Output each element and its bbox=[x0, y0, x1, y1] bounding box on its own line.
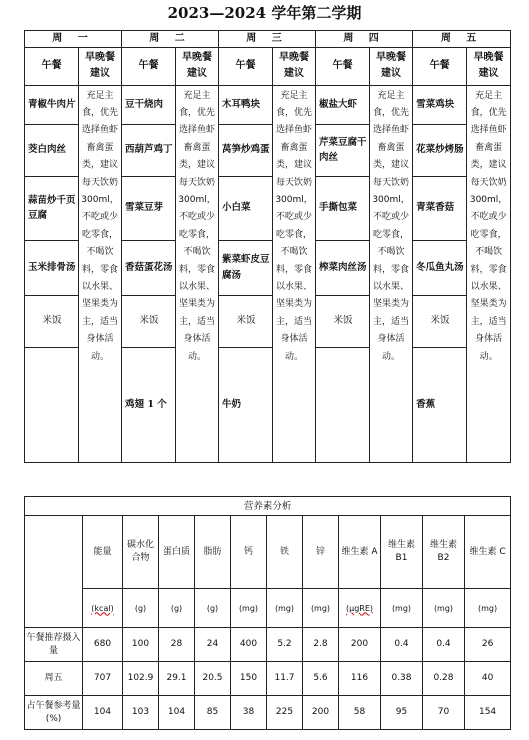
dish-cell: 豆干烧肉 bbox=[122, 85, 176, 124]
row-label: 周五 bbox=[25, 662, 83, 696]
unit-cell: (μgRE) bbox=[339, 589, 381, 628]
extra-cell bbox=[316, 347, 370, 462]
unit-cell: (mg) bbox=[231, 589, 267, 628]
nutrient-header: 维生素 C bbox=[465, 516, 511, 589]
value-cell: 100 bbox=[123, 628, 159, 662]
advice-header: 早晚餐 建议 bbox=[273, 47, 316, 85]
value-cell: 0.38 bbox=[381, 662, 423, 696]
dish-cell: 雪菜豆芽 bbox=[122, 176, 176, 240]
weekly-menu-table bbox=[24, 30, 511, 463]
dish-cell: 花菜炒烤肠 bbox=[413, 124, 467, 176]
rice-cell: 米饭 bbox=[25, 295, 79, 347]
value-cell: 29.1 bbox=[159, 662, 195, 696]
value-cell: 26 bbox=[465, 628, 511, 662]
dish-cell: 芹菜豆腐干肉丝 bbox=[316, 124, 370, 176]
row-label: 占午餐参考量(%) bbox=[25, 696, 83, 730]
unit-cell: (kcal) bbox=[83, 589, 123, 628]
advice-header: 早晚餐 建议 bbox=[79, 47, 122, 85]
dish-cell: 冬瓜鱼丸汤 bbox=[413, 240, 467, 295]
extra-cell bbox=[25, 347, 79, 462]
lunch-header: 午餐 bbox=[316, 47, 370, 85]
advice-cell: 充足主食，优先选择鱼虾畜禽蛋类，建议每天饮奶300ml，不吃或少吃零食，不喝饮料，零食以水果、坚果类为主，适当身体活动。 bbox=[273, 85, 316, 462]
advice-header: 早晚餐 建议 bbox=[370, 47, 413, 85]
value-cell: 5.6 bbox=[303, 662, 339, 696]
nutrient-header: 维生素 B2 bbox=[423, 516, 465, 589]
dish-cell: 西葫芦鸡丁 bbox=[122, 124, 176, 176]
value-cell: 154 bbox=[465, 696, 511, 730]
nutrient-header: 锌 bbox=[303, 516, 339, 589]
value-cell: 11.7 bbox=[267, 662, 303, 696]
lunch-header: 午餐 bbox=[122, 47, 176, 85]
value-cell: 40 bbox=[465, 662, 511, 696]
value-cell: 95 bbox=[381, 696, 423, 730]
value-cell: 58 bbox=[339, 696, 381, 730]
dish-cell: 玉米排骨汤 bbox=[25, 240, 79, 295]
value-cell: 28 bbox=[159, 628, 195, 662]
value-cell: 0.4 bbox=[423, 628, 465, 662]
nutrient-header: 碳水化合物 bbox=[123, 516, 159, 589]
day-header-5: 周 五 bbox=[413, 31, 511, 48]
extra-cell: 香蕉 bbox=[413, 347, 467, 462]
dish-cell: 紫菜虾皮豆腐汤 bbox=[219, 240, 273, 295]
rice-cell: 米饭 bbox=[316, 295, 370, 347]
value-cell: 0.28 bbox=[423, 662, 465, 696]
unit-cell: (mg) bbox=[267, 589, 303, 628]
value-cell: 707 bbox=[83, 662, 123, 696]
value-cell: 200 bbox=[339, 628, 381, 662]
row-label: 午餐推荐摄入量 bbox=[25, 628, 83, 662]
unit-cell: (mg) bbox=[423, 589, 465, 628]
unit-cell: (g) bbox=[159, 589, 195, 628]
dish-cell: 榨菜肉丝汤 bbox=[316, 240, 370, 295]
advice-header: 早晚餐 建议 bbox=[467, 47, 511, 85]
value-cell: 24 bbox=[195, 628, 231, 662]
value-cell: 400 bbox=[231, 628, 267, 662]
lunch-header: 午餐 bbox=[219, 47, 273, 85]
value-cell: 5.2 bbox=[267, 628, 303, 662]
dish-cell: 椒盐大虾 bbox=[316, 85, 370, 124]
rice-cell: 米饭 bbox=[219, 295, 273, 347]
day-header-3: 周 三 bbox=[219, 31, 316, 48]
unit-cell: (mg) bbox=[303, 589, 339, 628]
nutrient-header: 钙 bbox=[231, 516, 267, 589]
value-cell: 85 bbox=[195, 696, 231, 730]
unit-cell: (mg) bbox=[465, 589, 511, 628]
value-cell: 104 bbox=[159, 696, 195, 730]
value-cell: 116 bbox=[339, 662, 381, 696]
corner-cell bbox=[25, 516, 83, 628]
unit-cell: (mg) bbox=[381, 589, 423, 628]
day-header-4: 周 四 bbox=[316, 31, 413, 48]
advice-cell: 充足主食，优先选择鱼虾畜禽蛋类，建议每天饮奶300ml，不吃或少吃零食，不喝饮料，零食以水果、坚果类为主，适当身体活动。 bbox=[467, 85, 511, 462]
dish-cell: 莴笋炒鸡蛋 bbox=[219, 124, 273, 176]
value-cell: 38 bbox=[231, 696, 267, 730]
rice-cell: 米饭 bbox=[122, 295, 176, 347]
dish-cell: 蒜苗炒千页豆腐 bbox=[25, 176, 79, 240]
nutrition-caption: 营养素分析 bbox=[25, 497, 511, 516]
value-cell: 103 bbox=[123, 696, 159, 730]
nutrient-header: 蛋白质 bbox=[159, 516, 195, 589]
value-cell: 680 bbox=[83, 628, 123, 662]
value-cell: 150 bbox=[231, 662, 267, 696]
advice-cell: 充足主食，优先选择鱼虾畜禽蛋类，建议每天饮奶300ml，不吃或少吃零食，不喝饮料，零食以水果、坚果类为主，适当身体活动。 bbox=[79, 85, 122, 462]
value-cell: 20.5 bbox=[195, 662, 231, 696]
dish-cell: 青菜香菇 bbox=[413, 176, 467, 240]
advice-cell: 充足主食，优先选择鱼虾畜禽蛋类，建议每天饮奶300ml，不吃或少吃零食，不喝饮料，零食以水果、坚果类为主，适当身体活动。 bbox=[176, 85, 219, 462]
dish-cell: 雪菜鸡块 bbox=[413, 85, 467, 124]
nutrient-header: 维生素 A bbox=[339, 516, 381, 589]
advice-cell: 充足主食，优先选择鱼虾畜禽蛋类，建议每天饮奶300ml，不吃或少吃零食，不喝饮料，零食以水果、坚果类为主，适当身体活动。 bbox=[370, 85, 413, 462]
extra-cell: 牛奶 bbox=[219, 347, 273, 462]
dish-cell: 茭白肉丝 bbox=[25, 124, 79, 176]
dish-cell: 手撕包菜 bbox=[316, 176, 370, 240]
dish-cell: 小白菜 bbox=[219, 176, 273, 240]
nutrient-header: 脂肪 bbox=[195, 516, 231, 589]
nutrient-header: 维生素 B1 bbox=[381, 516, 423, 589]
value-cell: 0.4 bbox=[381, 628, 423, 662]
nutrition-analysis-table bbox=[24, 496, 511, 730]
value-cell: 200 bbox=[303, 696, 339, 730]
value-cell: 102.9 bbox=[123, 662, 159, 696]
value-cell: 104 bbox=[83, 696, 123, 730]
value-cell: 70 bbox=[423, 696, 465, 730]
value-cell: 225 bbox=[267, 696, 303, 730]
lunch-header: 午餐 bbox=[25, 47, 79, 85]
advice-header: 早晚餐 建议 bbox=[176, 47, 219, 85]
value-cell: 2.8 bbox=[303, 628, 339, 662]
dish-cell: 木耳鸭块 bbox=[219, 85, 273, 124]
rice-cell: 米饭 bbox=[413, 295, 467, 347]
lunch-header: 午餐 bbox=[413, 47, 467, 85]
page-title: 2023—2024 学年第二学期 bbox=[167, 4, 362, 22]
nutrient-header: 铁 bbox=[267, 516, 303, 589]
day-header-1: 周 一 bbox=[25, 31, 122, 48]
day-header-2: 周 二 bbox=[122, 31, 219, 48]
unit-cell: (g) bbox=[195, 589, 231, 628]
unit-cell: (g) bbox=[123, 589, 159, 628]
nutrient-header: 能量 bbox=[83, 516, 123, 589]
extra-cell: 鸡翅 1 个 bbox=[122, 347, 176, 462]
dish-cell: 青椒牛肉片 bbox=[25, 85, 79, 124]
dish-cell: 香菇蛋花汤 bbox=[122, 240, 176, 295]
